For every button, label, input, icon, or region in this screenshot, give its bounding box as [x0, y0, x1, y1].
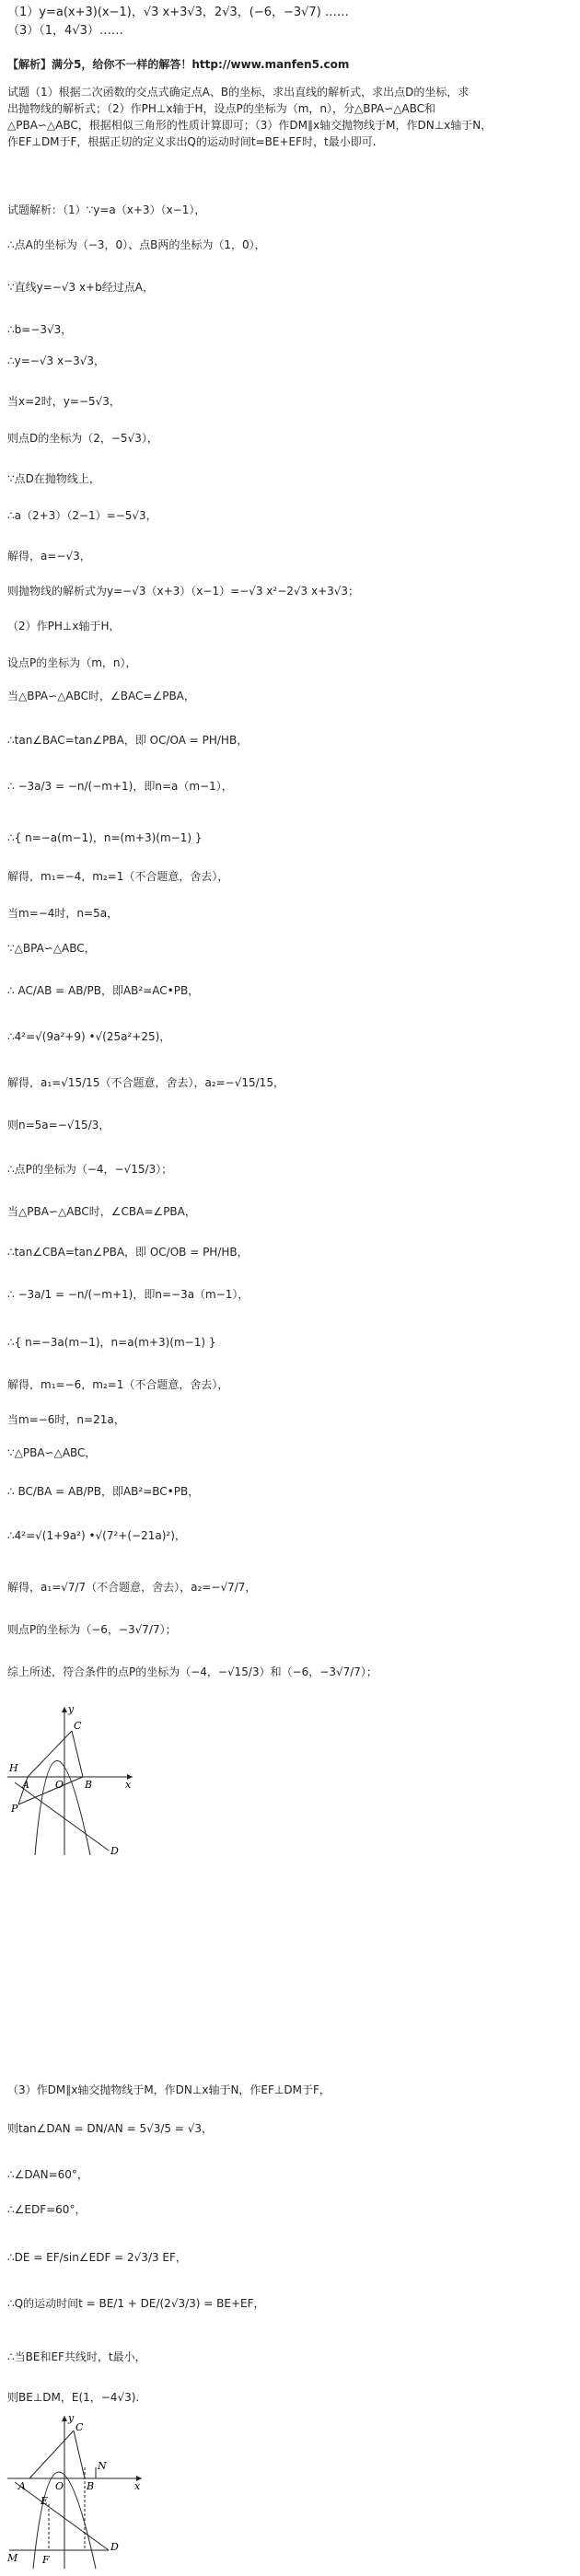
solution-line-part3: ∴Q的运动时间t = BE/1 + DE/(2√3/3) = BE+EF，	[7, 2297, 265, 2310]
solution-line: 当△BPA∽△ABC时，∠BAC=∠PBA，	[7, 690, 195, 702]
solution-line: ∴ −3a/1 = −n/(−m+1)，即n=−3a（m−1），	[7, 1288, 249, 1301]
solution-line: 当△PBA∽△ABC时，∠CBA=∠PBA，	[7, 1205, 196, 1218]
intro-line: △PBA∽△ABC，根据相似三角形的性质计算即可；（3）作DM∥x轴交抛物线于M，作DN⊥x轴于N，	[7, 119, 493, 132]
solution-line: ∴4²=√(1+9a²) •√(7²+(−21a)²)，	[7, 1529, 186, 1542]
solution-line-part3: ∴∠DAN=60°，	[7, 2168, 88, 2181]
solution-line: 解得，m₁=−6，m₂=1（不合题意，舍去），	[7, 1378, 229, 1391]
figure-2-parabola-diagram	[7, 2412, 145, 2570]
solution-line: ∴{ n=−a(m−1)，n=(m+3)(m−1) }	[7, 831, 203, 844]
solution-line: 则点D的坐标为（2，−5√3），	[7, 432, 158, 445]
fig1-label: D	[110, 1845, 119, 1857]
fig1-label: y	[68, 1703, 75, 1715]
solution-line: 综上所述，符合条件的点P的坐标为（−4，−√15/3）和（−6，−3√7/7）；	[7, 1665, 377, 1678]
intro-line: 作EF⊥DM于F，根据正切的定义求出Q的运动时间t=BE+EF时，t最小即可.	[7, 135, 377, 148]
figure-1-parabola-diagram	[7, 1703, 136, 1860]
solution-line: ∴点P的坐标为（−4，−√15/3）；	[7, 1163, 173, 1176]
solution-line-part3: ∴∠EDF=60°，	[7, 2203, 87, 2216]
fig2-label: x	[134, 2480, 141, 2492]
solution-line: 当x=2时，y=−5√3，	[7, 395, 121, 408]
solution-line-part3: （3）作DM∥x轴交抛物线于M，作DN⊥x轴于N，作EF⊥DM于F，	[7, 2083, 331, 2096]
fig2-label: N	[98, 2460, 107, 2472]
fig1-label: x	[125, 1779, 132, 1791]
solution-line: ∴ BC/BA = AB/PB，即AB²=BC•PB，	[7, 1485, 200, 1498]
fig1-label: B	[85, 1779, 93, 1791]
answer-line-1: （1）y=a(x+3)(x−1)，√3 x+3√3，2√3，(−6，−3√7) ……	[7, 6, 349, 19]
solution-line: 解得，a=−√3，	[7, 550, 91, 563]
fig1-label: O	[55, 1779, 64, 1791]
solution-line: ∴ −3a/3 = −n/(−m+1)，即n=a（m−1），	[7, 780, 233, 793]
solution-line: ∴tan∠CBA=tan∠PBA，即 OC/OB = PH/HB，	[7, 1246, 249, 1259]
fig2-label: D	[110, 2541, 119, 2553]
fig2-label: A	[18, 2480, 26, 2492]
solution-line: ∴tan∠BAC=tan∠PBA，即 OC/OA = PH/HB，	[7, 734, 249, 747]
solution-line: ∵直线y=−√3 x+b经过点A，	[7, 281, 154, 294]
fig2-label: E	[41, 2495, 49, 2507]
solution-line: 试题解析：（1）∵y=a（x+3）（x−1），	[7, 203, 206, 216]
solution-line: 则n=5a=−√15/3，	[7, 1119, 110, 1131]
solution-line: ∵△PBA∽△ABC，	[7, 1446, 97, 1459]
solution-line: ∵△BPA∽△ABC，	[7, 942, 96, 955]
fig1-label: A	[22, 1779, 29, 1791]
solution-line-part3: 则BE⊥DM，E(1，−4√3).	[7, 2391, 140, 2404]
solution-line: 则抛物线的解析式为y=−√3（x+3）（x−1）=−√3 x²−2√3 x+3√3；	[7, 585, 360, 598]
fig2-label: y	[68, 2412, 75, 2424]
solution-line: ∵点D在抛物线上，	[7, 472, 100, 485]
solution-line: ∴{ n=−3a(m−1)，n=a(m+3)(m−1) }	[7, 1336, 216, 1349]
fig2-label: F	[42, 2554, 50, 2566]
intro-line: 出抛物线的解析式；（2）作PH⊥x轴于H，设点P的坐标为（m，n），分△BPA∽△ABC和	[7, 102, 436, 115]
fig1-label: C	[74, 1720, 82, 1732]
fig2-label: M	[7, 2552, 18, 2564]
solution-line: ∴4²=√(9a²+9) •√(25a²+25)，	[7, 1030, 171, 1043]
fig2-label: C	[75, 2421, 84, 2433]
solution-line: 解得，a₁=√15/15（不合题意，舍去），a₂=−√15/15，	[7, 1076, 284, 1089]
fig1-label: H	[9, 1762, 18, 1774]
solution-line: 当m=−6时，n=21a，	[7, 1413, 125, 1426]
solution-line: 设点P的坐标为（m，n），	[7, 656, 137, 669]
analysis-label: 【解析】满分5，给你不一样的解答！http://www.manfen5.com	[7, 58, 350, 71]
answer-line-2: （3）（1，4√3）……	[7, 24, 123, 38]
solution-line: ∴b=−3√3，	[7, 323, 73, 336]
solution-line: ∴a（2+3）（2−1）=−5√3，	[7, 509, 157, 522]
solution-line: 当m=−4时，n=5a，	[7, 907, 119, 920]
fig1-label: P	[11, 1803, 18, 1815]
solution-line: ∴ AC/AB = AB/PB，即AB²=AC•PB，	[7, 984, 200, 997]
solution-line-part3: ∴当BE和EF共线时，t最小，	[7, 2350, 146, 2363]
intro-line: 试题（1）根据二次函数的交点式确定点A、B的坐标，求出直线的解析式，求出点D的坐标，求	[7, 86, 470, 99]
solution-line: ∴点A的坐标为（−3，0）、点B两的坐标为（1，0），	[7, 238, 266, 251]
solution-line: 解得，m₁=−4，m₂=1（不合题意，舍去），	[7, 870, 229, 883]
fig2-label: B	[87, 2480, 95, 2492]
solution-line: （2）作PH⊥x轴于H，	[7, 620, 121, 632]
solution-line: ∴y=−√3 x−3√3，	[7, 354, 106, 367]
solution-line-part3: 则tan∠DAN = DN/AN = 5√3/5 = √3，	[7, 2122, 214, 2135]
solution-line: 则点P的坐标为（−6，−3√7/7）；	[7, 1623, 177, 1636]
solution-line-part3: ∴DE = EF/sin∠EDF = 2√3/3 EF，	[7, 2251, 187, 2264]
solution-line: 解得，a₁=√7/7（不合题意，舍去），a₂=−√7/7，	[7, 1581, 257, 1594]
fig2-label: O	[55, 2480, 64, 2492]
